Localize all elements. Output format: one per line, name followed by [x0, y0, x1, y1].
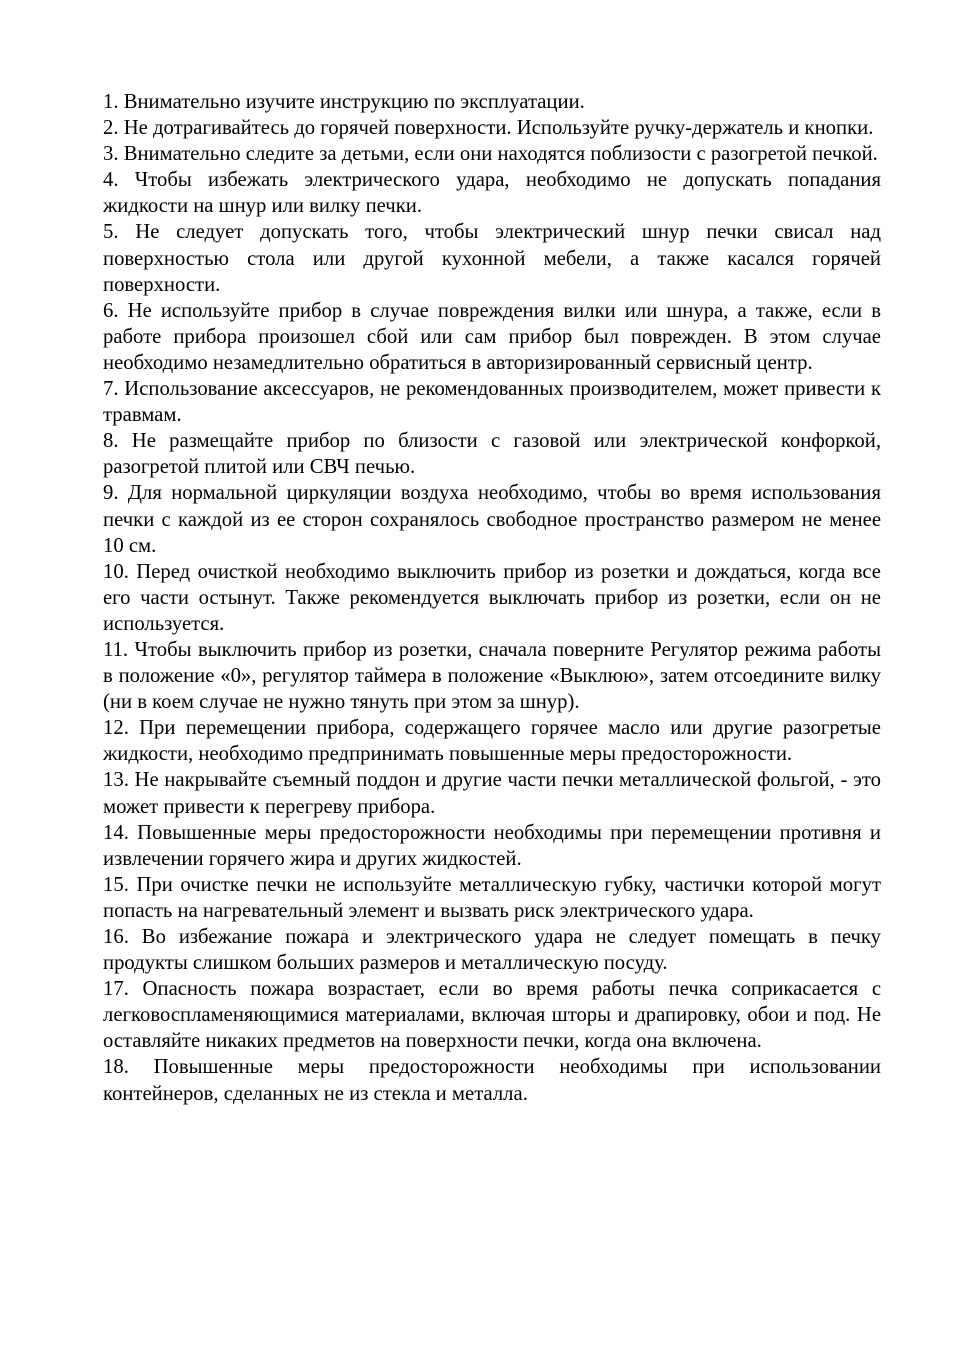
- instruction-item-5: 5. Не следует допускать того, чтобы электрический шнур печки свисал над поверхностью стола или другой кухонной мебели, а также касался горячей поверхности.: [103, 221, 881, 296]
- instruction-item-15: 15. При очистке печки не используйте металлическую губку, частички которой могут попасть на нагревательный элемент и вызвать риск электрического удара.: [103, 873, 881, 922]
- instruction-item-3: 3. Внимательно следите за детьми, если они находятся поблизости с разогретой печкой.: [103, 143, 878, 166]
- instruction-item-7: 7. Использование аксессуаров, не рекомендованных производителем, может привести к травмам.: [103, 378, 881, 427]
- instruction-item-17: 17. Опасность пожара возрастает, если во время работы печка соприкасается с легковоспламеняющимися материалами, включая шторы и драпировку, обои и под. Не оставляйте никаких предметов на поверхности печки, когда она включена.: [103, 978, 881, 1053]
- instruction-item-6: 6. Не используйте прибор в случае повреждения вилки или шнура, а также, если в работе прибора произошел сбой или сам прибор был поврежден. В этом случае необходимо незамедлительно обратиться в авторизированный сервисный центр.: [103, 299, 881, 374]
- instruction-item-10: 10. Перед очисткой необходимо выключить прибор из розетки и дождаться, когда все его части остынут. Также рекомендуется выключать прибор из розетки, если он не используется.: [103, 560, 881, 635]
- instruction-item-13: 13. Не накрывайте съемный поддон и другие части печки металлической фольгой, - это может привести к перегреву прибора.: [103, 769, 881, 818]
- instruction-item-14: 14. Повышенные меры предосторожности необходимы при перемещении противня и извлечении горячего жира и других жидкостей.: [103, 821, 881, 870]
- instruction-item-9: 9. Для нормальной циркуляции воздуха необходимо, чтобы во время использования печки с каждой из ее сторон сохранялось свободное пространство размером не менее 10 см.: [103, 482, 881, 557]
- instruction-item-4: 4. Чтобы избежать электрического удара, необходимо не допускать попадания жидкости на шнур или вилку печки.: [103, 169, 881, 218]
- instruction-item-11: 11. Чтобы выключить прибор из розетки, сначала поверните Регулятор режима работы в положение «0», регулятор таймера в положение «Выклюю», затем отсоедините вилку (ни в коем случае не нужно тянуть при этом за шнур).: [103, 638, 881, 714]
- instruction-item-2: 2. Не дотрагивайтесь до горячей поверхности. Используйте ручку-держатель и кнопки.: [103, 117, 874, 140]
- instruction-item-1: 1. Внимательно изучите инструкцию по эксплуатации.: [103, 91, 585, 113]
- instruction-item-8: 8. Не размещайте прибор по близости с газовой или электрической конфоркой, разогретой плитой или СВЧ печью.: [103, 430, 881, 479]
- instruction-item-16: 16. Во избежание пожара и электрического удара не следует помещать в печку продукты слишком больших размеров и металлическую посуду.: [103, 926, 881, 975]
- document-page: [103, 89, 881, 1107]
- instruction-item-12: 12. При перемещении прибора, содержащего горячее масло или другие разогретые жидкости, необходимо предпринимать повышенные меры предосторожности.: [103, 717, 881, 766]
- instruction-item-18: 18. Повышенные меры предосторожности необходимы при использовании контейнеров, сделанных не из стекла и металла.: [103, 1056, 881, 1105]
